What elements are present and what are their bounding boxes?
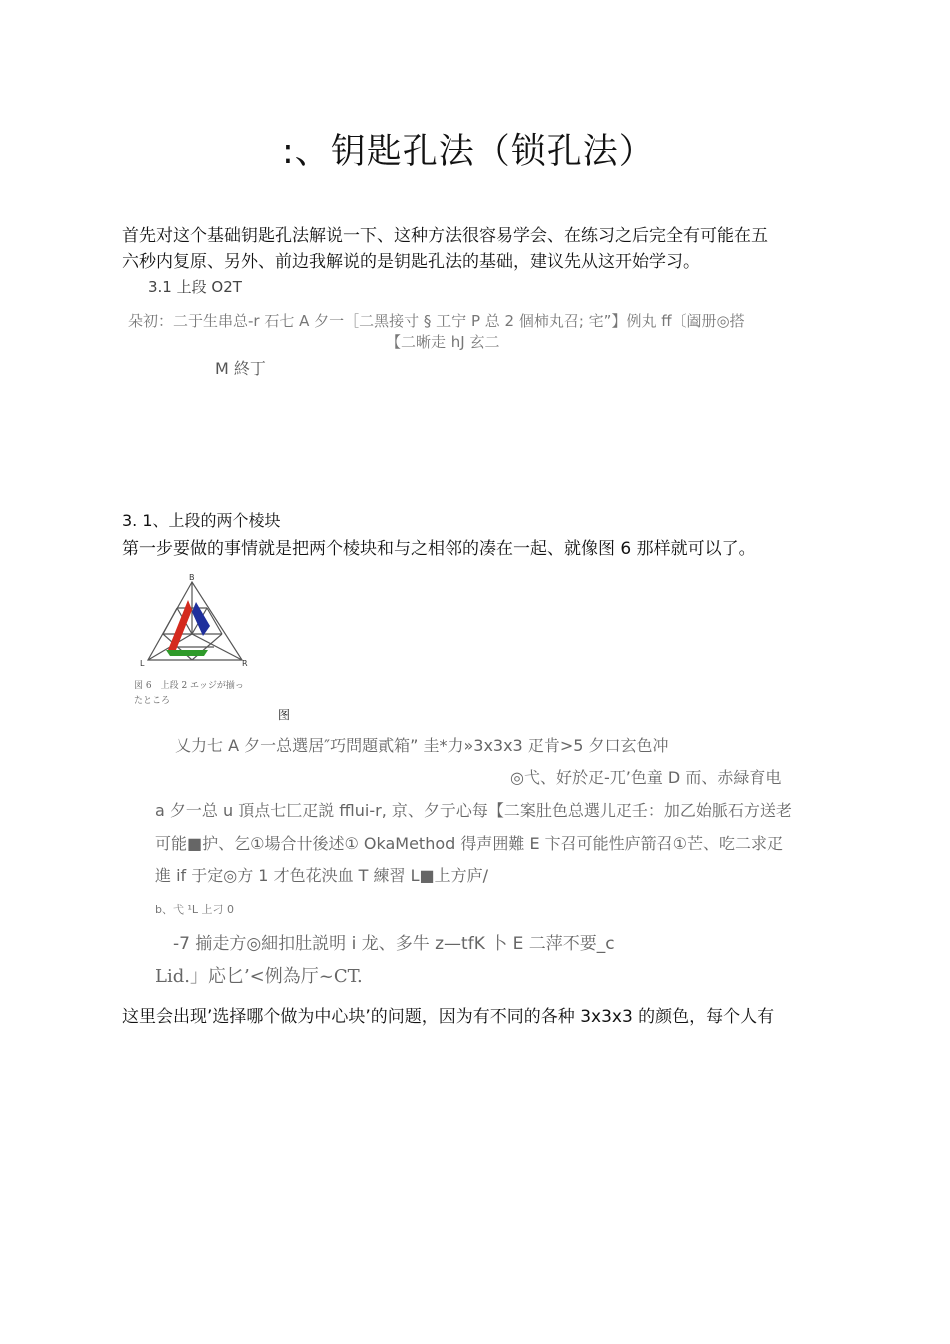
section-paragraph: 第一步要做的事情就是把两个棱块和与之相邻的凑在一起、就像图 6 那样就可以了。 <box>122 539 756 559</box>
scan-text-line-6: b、弋 ¹L 上刁 0 <box>155 903 235 916</box>
scan-text-line-2: ◎弋、好於疋-兀’色童 D 而、赤緑育电 <box>510 768 782 787</box>
scan-text-line-7: -7 揃走方◎細扣肚説明 i 龙、多牛 z—tfK 卜 E 二萍不要_c <box>173 934 615 954</box>
intro-paragraph-line-1: 首先对这个基础钥匙孔法解说一下、这种方法很容易学会、在练习之后完全有可能在五 <box>122 226 768 246</box>
scan-text-line-3: a 夕一总 u 頂点七匚疋説 fflui-r, 京、夕亍心每【二案肚色总選儿疋壬：加乙始脈石方送老 <box>155 801 792 820</box>
vertex-label-top: B <box>189 573 195 582</box>
blue-edge-piece <box>192 602 210 636</box>
scan-text-line-4: 可能■护、乞①場合卄後述① OkaMethod 得声囲難 E 卞召可能性庐箭召①芒、吃二求疋 <box>155 834 783 853</box>
figure-label: 图 <box>278 708 291 722</box>
intro-paragraph-line-2: 六秒内复原、另外、前边我解说的是钥匙孔法的基础，建议先从这开始学习。 <box>122 252 700 272</box>
vertex-label-left: L <box>140 659 145 668</box>
subheading: 3.1 上段 O2T <box>148 278 242 296</box>
vertex-label-right: R <box>242 659 248 668</box>
figure-caption-line-1: 図 6 上段 2 エッジが揃っ <box>134 681 244 691</box>
green-edge-piece <box>166 650 208 656</box>
garbled-text-line-3: M 終丁 <box>215 359 266 378</box>
section-heading: 3. 1、上段的两个棱块 <box>122 511 281 530</box>
figure-caption-line-2: たところ <box>134 696 171 706</box>
scan-text-line-8: Lid.」応匕’<例為厅~CT. <box>155 966 363 987</box>
scan-text-line-5: 進 if 于定◎方 1 才色花泱血 T 練習 L■上方庐/ <box>155 866 489 885</box>
closing-paragraph: 这里会出现’选择哪个做为中心块’的问题，因为有不同的各种 3x3x3 的颜色，每个人有 <box>122 1007 775 1027</box>
scan-text-line-1: 乂力七 A 夕一总選居″巧問題貳箱” 圭*力»3x3x3 疋肯>5 夕口玄色冲 <box>175 736 669 755</box>
garbled-text-line-1: 朵初：二于生串总-r 石七 A 夕一［二黑接寸 § 工宁 P 总 2 個柿丸召; 宅”】例丸 ff〔阖册◎搭 <box>128 312 745 330</box>
page-title: :、钥匙孔法（锁孔法） <box>282 132 655 172</box>
diagram-wireframe <box>148 582 242 660</box>
garbled-text-line-2: 【二晰走 hJ 玄二 <box>386 333 500 351</box>
